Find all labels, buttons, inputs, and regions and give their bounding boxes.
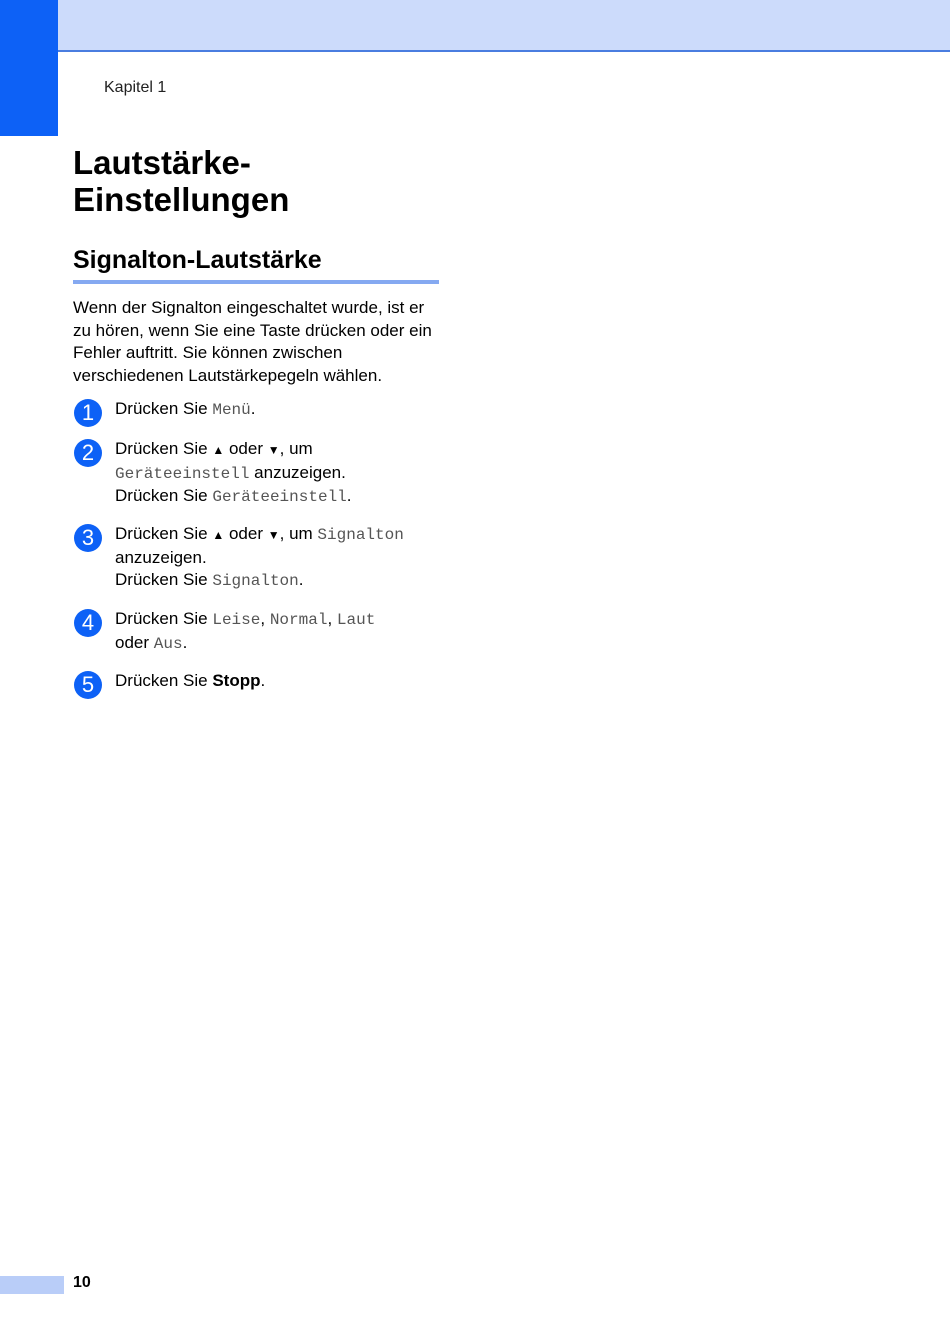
intro-paragraph: Wenn der Signalton eingeschaltet wurde, ist er zu hören, wenn Sie eine Taste drücken oder ein Fehler auftritt. Sie können zwischen verschiedenen Lautstärkepegeln wählen. [73,298,432,385]
step-1: 1 Drücken Sie Menü. [73,398,453,438]
step-3: 3 Drücken Sie ▲ oder ▼, um Signalton anzuzeigen. Drücken Sie Signalton. [73,523,453,608]
step-number-icon: 1 [74,399,102,427]
step-2: 2 Drücken Sie ▲ oder ▼, um Geräteeinstell anzuzeigen. Drücken Sie Geräteeinstell. [73,438,453,523]
page-title: Lautstärke-Einstellungen [73,144,290,218]
option-leise: Leise [212,611,261,629]
stop-key: Stopp [212,671,261,690]
up-arrow-icon: ▲ [212,443,225,457]
step-number-icon: 3 [74,524,102,552]
section-rule [73,280,439,284]
footer-bar [0,1276,64,1294]
step-5: 5 Drücken Sie Stopp. [73,670,453,710]
step-number-icon: 5 [74,671,102,699]
option-aus: Aus [153,634,183,653]
step-list [73,398,453,710]
header-band [0,0,950,52]
chapter-tab [0,0,58,136]
menu-key: Menü [212,401,251,419]
section-title: Signalton-Lautstärke [73,246,322,274]
step-number-icon: 2 [74,439,102,467]
up-arrow-icon: ▲ [212,528,225,542]
section-heading [73,244,439,284]
down-arrow-icon: ▼ [267,443,280,457]
menu-item: Signalton [212,572,299,590]
step-4: 4 Drücken Sie Leise, Normal, Laut oder Aus. [73,608,453,670]
menu-item: Geräteeinstell [115,464,250,483]
page-number: 10 [73,1274,91,1291]
down-arrow-icon: ▼ [267,528,280,542]
chapter-label: Kapitel 1 [104,79,167,96]
menu-item: Signalton [317,526,404,544]
option-laut: Laut [336,611,376,629]
option-normal: Normal [269,611,328,629]
menu-item: Geräteeinstell [212,488,347,506]
step-number-icon: 4 [74,609,102,637]
